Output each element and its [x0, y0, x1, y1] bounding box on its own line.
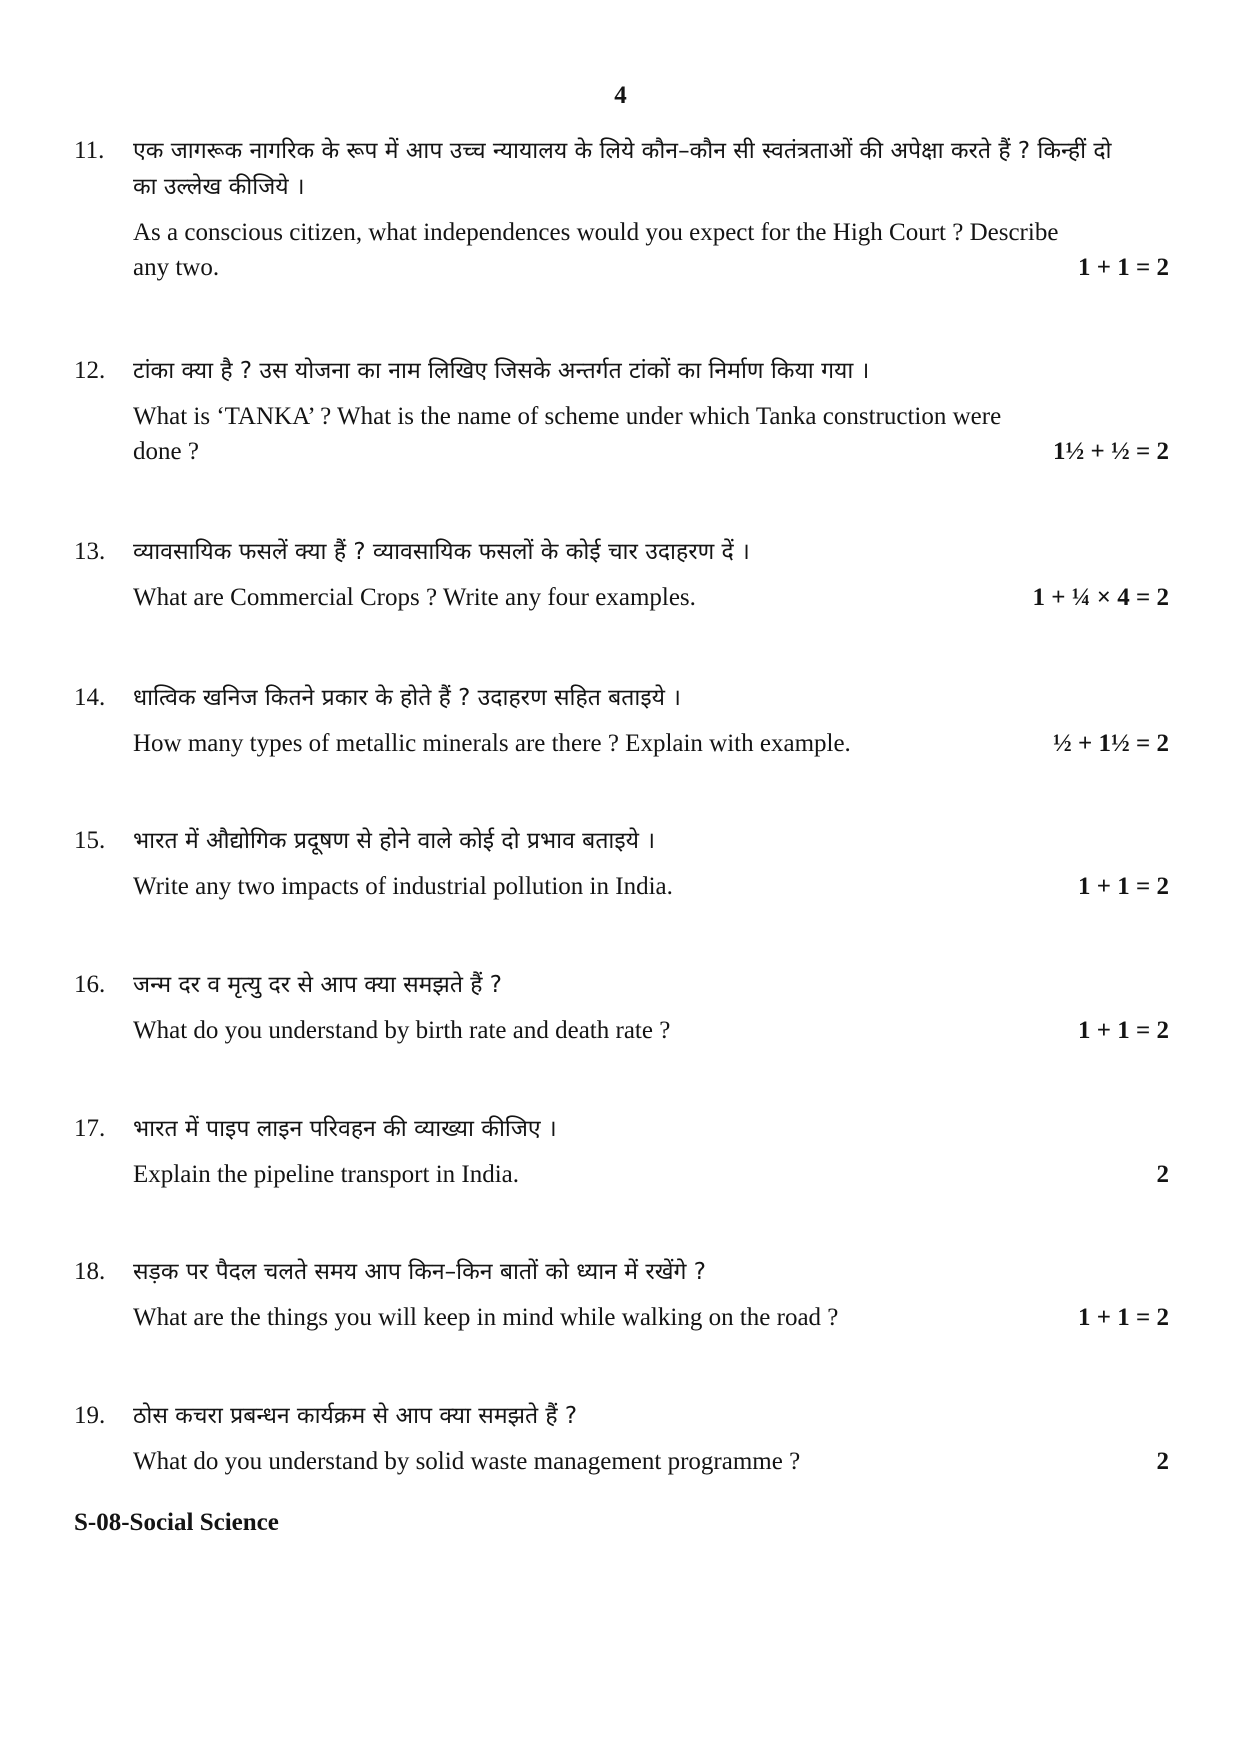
question-number: 16.: [74, 971, 106, 998]
question-hindi-text: टांका क्या है ? उस योजना का नाम लिखिए जिसके अन्तर्गत टांकों का निर्माण किया गया ।: [133, 358, 870, 384]
question-marks: 1 + 1 = 2: [1078, 873, 1169, 900]
question-english-text: As a conscious citizen, what independences would you expect for the High Court ? Describe any two.: [133, 219, 1059, 281]
question-hindi-text: भारत में औद्योगिक प्रदूषण से होने वाले कोई दो प्रभाव बताइये ।: [133, 828, 656, 854]
question-13: [74, 534, 1169, 615]
paper-code-footer: S-08-Social Science: [74, 1509, 279, 1536]
question-hindi-text: एक जागरूक नागरिक के रूप में आप उच्च न्यायालय के लिये कौन–कौन सी स्वतंत्रताओं की अपेक्षा करते हैं ? किन्हीं दो का उल्लेख कीजिये ।: [133, 138, 1112, 200]
question-marks: 2: [1156, 1448, 1169, 1475]
question-english-text: Explain the pipeline transport in India.: [133, 1161, 520, 1188]
question-number: 19.: [74, 1402, 106, 1429]
question-16: [74, 967, 1169, 1048]
question-number: 15.: [74, 827, 106, 854]
question-14: [74, 680, 1169, 761]
question-number: 14.: [74, 684, 106, 711]
question-marks: 1 + ¼ × 4 = 2: [1032, 584, 1169, 611]
question-marks: 1½ + ½ = 2: [1053, 438, 1169, 465]
question-marks: 2: [1156, 1161, 1169, 1188]
question-english-text: What are Commercial Crops ? Write any four examples.: [133, 584, 696, 611]
question-hindi-text: व्यावसायिक फसलें क्या हैं ? व्यावसायिक फसलों के कोई चार उदाहरण दें ।: [133, 539, 750, 565]
question-hindi-text: धात्विक खनिज कितने प्रकार के होते हैं ? उदाहरण सहित बताइये ।: [133, 685, 682, 711]
question-11: [74, 133, 1169, 285]
question-english-text: Write any two impacts of industrial pollution in India.: [133, 873, 673, 900]
question-hindi-text: ठोस कचरा प्रबन्धन कार्यक्रम से आप क्या समझते हैं ?: [133, 1403, 578, 1429]
question-12: [74, 353, 1169, 469]
question-number: 18.: [74, 1258, 106, 1285]
question-english-text: What is ‘TANKA’ ? What is the name of scheme under which Tanka construction were done ?: [133, 403, 1002, 465]
question-18: [74, 1254, 1169, 1335]
page-number: 4: [614, 82, 627, 109]
question-19: [74, 1398, 1169, 1479]
question-english-text: What are the things you will keep in mind while walking on the road ?: [133, 1304, 839, 1331]
question-number: 11.: [74, 137, 105, 164]
question-english-text: What do you understand by solid waste management programme ?: [133, 1448, 801, 1475]
question-marks: 1 + 1 = 2: [1078, 1304, 1169, 1331]
question-number: 17.: [74, 1115, 106, 1142]
question-17: [74, 1111, 1169, 1192]
question-number: 13.: [74, 538, 106, 565]
question-english-text: What do you understand by birth rate and death rate ?: [133, 1017, 671, 1044]
question-marks: 1 + 1 = 2: [1078, 1017, 1169, 1044]
question-marks: ½ + 1½ = 2: [1053, 730, 1169, 757]
question-english-text: How many types of metallic minerals are there ? Explain with example.: [133, 730, 851, 757]
question-hindi-text: भारत में पाइप लाइन परिवहन की व्याख्या कीजिए ।: [133, 1116, 557, 1142]
question-15: [74, 823, 1169, 904]
question-hindi-text: जन्म दर व मृत्यु दर से आप क्या समझते हैं ?: [133, 972, 502, 998]
question-hindi-text: सड़क पर पैदल चलते समय आप किन–किन बातों को ध्यान में रखेंगे ?: [133, 1259, 707, 1285]
question-marks: 1 + 1 = 2: [1078, 254, 1169, 281]
question-number: 12.: [74, 357, 106, 384]
